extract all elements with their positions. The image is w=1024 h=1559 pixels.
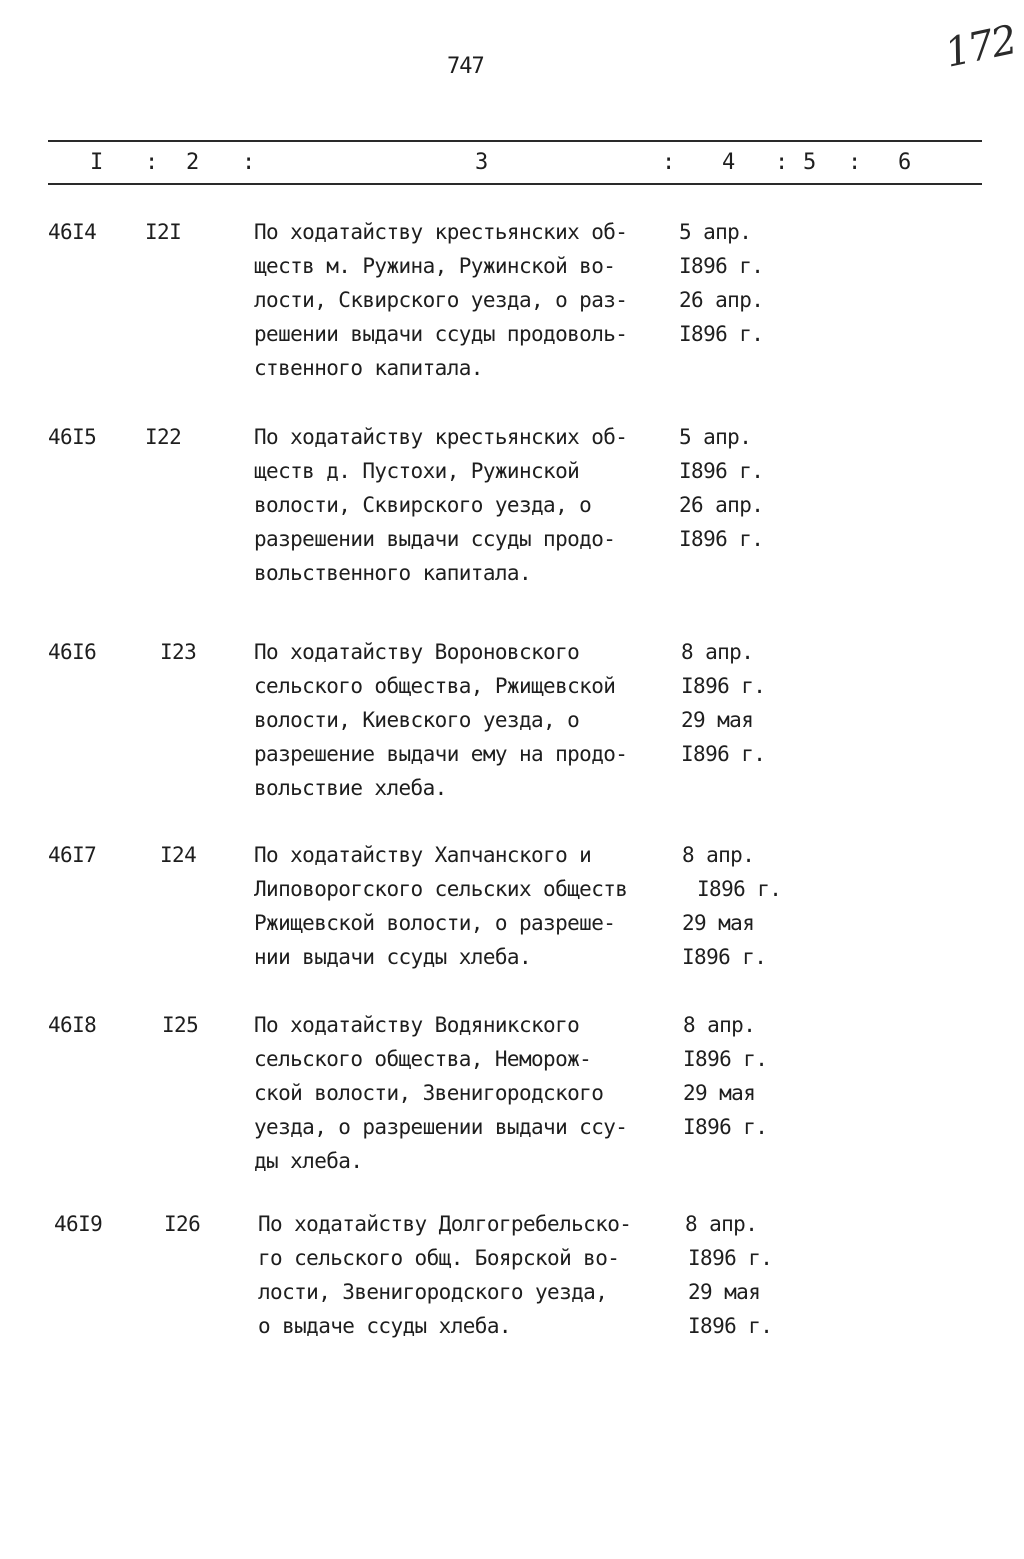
entry-date-start-year: I896 г.: [681, 674, 766, 698]
table-header-rule: [48, 183, 982, 185]
entry-date-start: 8 апр.: [683, 1013, 756, 1037]
entry-description-line: разрешение выдачи ему на продо-: [254, 742, 628, 766]
entry-description-line: лости, Сквирского уезда, о раз-: [254, 288, 628, 312]
entry-date-end-year: I896 г.: [683, 1115, 768, 1139]
entry-date-end-year: I896 г.: [682, 945, 767, 969]
column-separator: :: [662, 150, 676, 175]
entry-number: 46I9: [54, 1212, 103, 1236]
entry-number: 46I8: [48, 1013, 97, 1037]
entry-description-line: Ржищевской волости, о разреше-: [254, 911, 616, 935]
entry-description-line: сельского общества, Ржищевской: [254, 674, 616, 698]
entry-number: 46I5: [48, 425, 97, 449]
entry-date-end-year: I896 г.: [681, 742, 766, 766]
entry-description-line: сельского общества, Неморож-: [254, 1047, 592, 1071]
entry-description-line: разрешении выдачи ссуды продо-: [254, 527, 616, 551]
column-header-2: 2: [186, 150, 200, 175]
entry-description-line: ской волости, Звенигородского: [254, 1081, 604, 1105]
column-header-4: 4: [722, 150, 736, 175]
entry-description-line: волости, Сквирского уезда, о: [254, 493, 592, 517]
entry-date-start: 8 апр.: [685, 1212, 758, 1236]
entry-description-line: лости, Звенигородского уезда,: [258, 1280, 608, 1304]
column-separator: :: [145, 150, 159, 175]
entry-description-line: По ходатайству Хапчанского и: [254, 843, 592, 867]
entry-number: 46I6: [48, 640, 97, 664]
table-top-rule: [48, 140, 982, 142]
entry-description-line: По ходатайству крестьянских об-: [254, 220, 628, 244]
entry-description-line: ственного капитала.: [254, 356, 483, 380]
entry-description-line: вольствие хлеба.: [254, 776, 447, 800]
entry-date-start-year: I896 г.: [697, 877, 782, 901]
entry-date-start-year: I896 г.: [679, 459, 764, 483]
entry-description-line: По ходатайству Вороновского: [254, 640, 580, 664]
entry-date-end: 29 мая: [682, 911, 755, 935]
entry-date-end: 29 мая: [681, 708, 754, 732]
entry-date-end: 29 мая: [688, 1280, 761, 1304]
entry-description-line: ществ м. Ружина, Ружинской во-: [254, 254, 616, 278]
entry-date-end: 26 апр.: [679, 493, 764, 517]
entry-sub-number: I2I: [145, 220, 182, 244]
entry-number: 46I7: [48, 843, 97, 867]
column-separator: :: [775, 150, 789, 175]
entry-date-end-year: I896 г.: [679, 527, 764, 551]
entry-description-line: По ходатайству Водяникского: [254, 1013, 580, 1037]
entry-date-start: 8 апр.: [681, 640, 754, 664]
entry-date-start-year: I896 г.: [683, 1047, 768, 1071]
entry-date-start-year: I896 г.: [679, 254, 764, 278]
entry-description-line: По ходатайству Долгогребельско-: [258, 1212, 632, 1236]
column-header-6: 6: [898, 150, 912, 175]
page-number: 747: [447, 54, 484, 79]
entry-description-line: уезда, о разрешении выдачи ссу-: [254, 1115, 628, 1139]
entry-description-line: ществ д. Пустохи, Ружинской: [254, 459, 580, 483]
entry-description-line: решении выдачи ссуды продоволь-: [254, 322, 628, 346]
entry-date-start: 8 апр.: [682, 843, 755, 867]
entry-sub-number: I22: [145, 425, 182, 449]
entry-description-line: го сельского общ. Боярской во-: [258, 1246, 620, 1270]
entry-date-end-year: I896 г.: [688, 1314, 773, 1338]
column-header-5: 5: [803, 150, 817, 175]
entry-sub-number: I23: [160, 640, 197, 664]
entry-date-end-year: I896 г.: [679, 322, 764, 346]
entry-date-start: 5 апр.: [679, 425, 752, 449]
entry-description-line: вольственного капитала.: [254, 561, 531, 585]
entry-date-end: 29 мая: [683, 1081, 756, 1105]
handwritten-folio-number: 172: [940, 17, 1020, 77]
entry-description-line: нии выдачи ссуды хлеба.: [254, 945, 531, 969]
column-header-1: I: [90, 150, 104, 175]
entry-description-line: о выдаче ссуды хлеба.: [258, 1314, 511, 1338]
entry-sub-number: I26: [164, 1212, 201, 1236]
entry-date-end: 26 апр.: [679, 288, 764, 312]
entry-number: 46I4: [48, 220, 97, 244]
column-separator: :: [848, 150, 862, 175]
entry-date-start-year: I896 г.: [688, 1246, 773, 1270]
column-separator: :: [242, 150, 256, 175]
entry-description-line: По ходатайству крестьянских об-: [254, 425, 628, 449]
entry-sub-number: I24: [160, 843, 197, 867]
entry-sub-number: I25: [162, 1013, 199, 1037]
column-header-3: 3: [475, 150, 489, 175]
entry-description-line: Липоворогского сельских обществ: [254, 877, 628, 901]
entry-description-line: ды хлеба.: [254, 1149, 363, 1173]
entry-date-start: 5 апр.: [679, 220, 752, 244]
entry-description-line: волости, Киевского уезда, о: [254, 708, 580, 732]
